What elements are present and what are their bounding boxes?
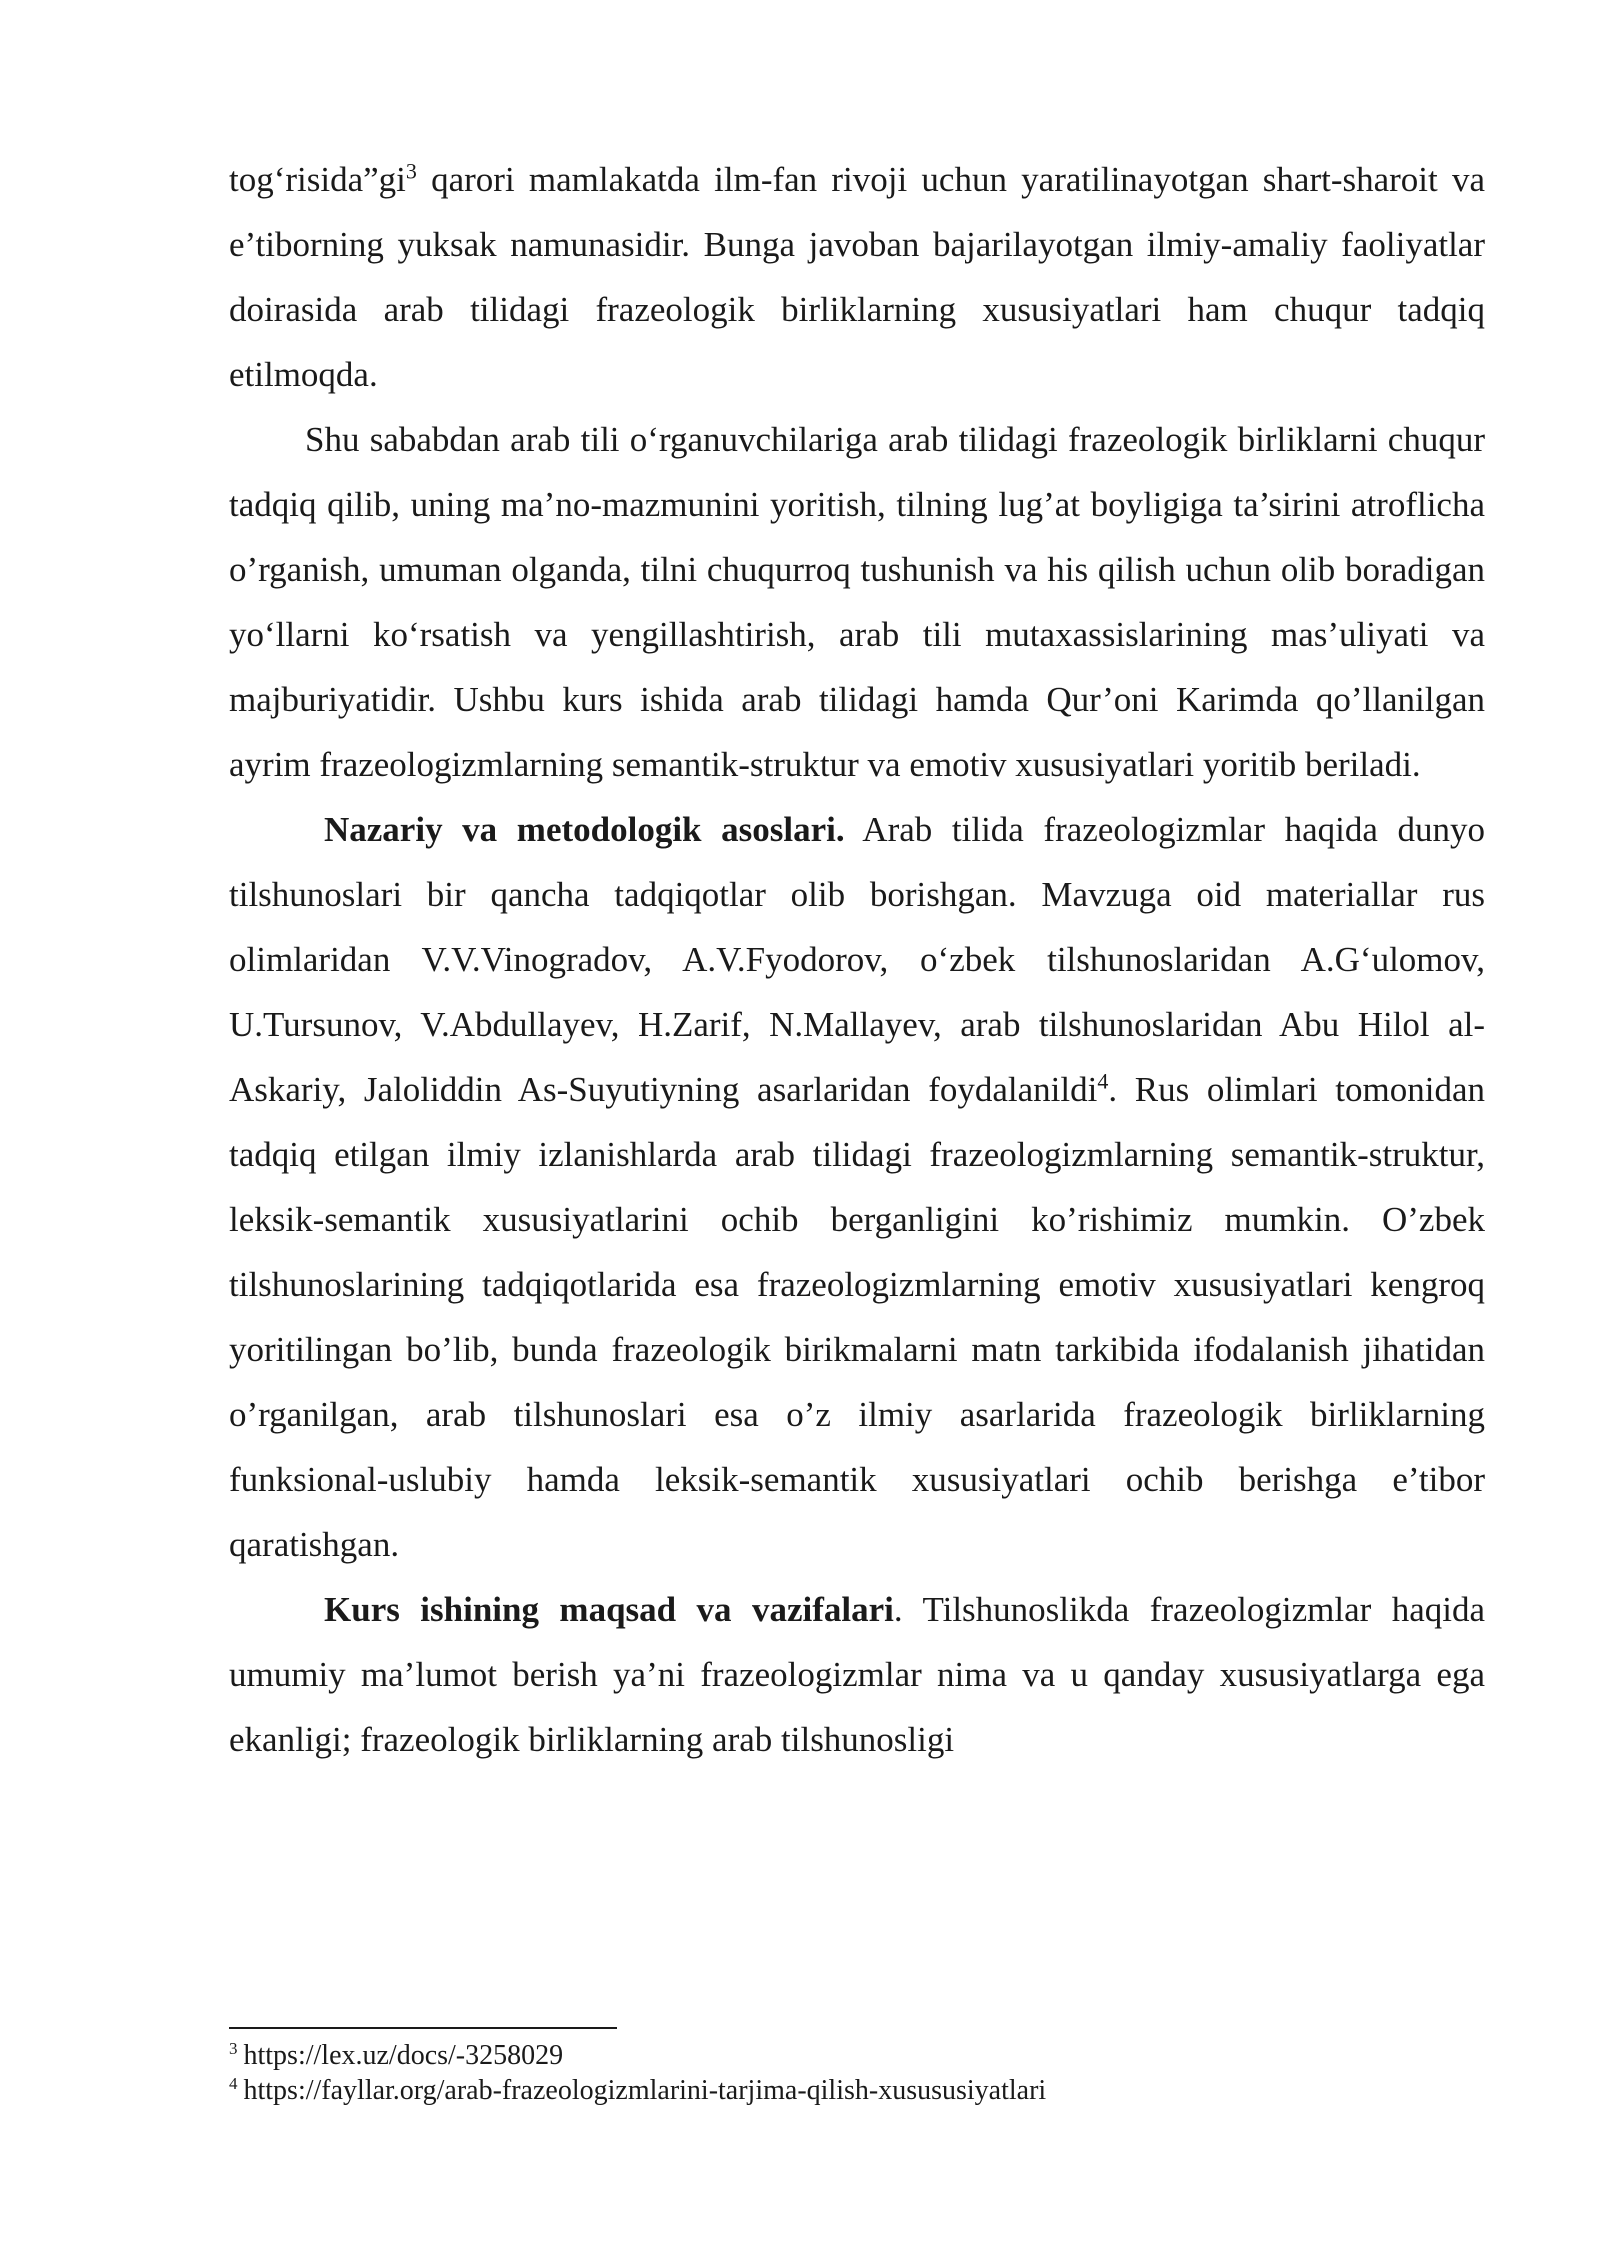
paragraph-4-text: . Tilshunoslikda frazeologizmlar haqida umumiy ma’lumot berish ya’ni frazeologizmlar nima va u qanday xususiyatlarga ega ekanligi; frazeologik birliklarning arab tilshunosligi — [229, 1590, 1485, 1759]
paragraph-2-text: Shu sababdan arab tili o‘rganuvchilariga arab tilidagi frazeologik birliklarni chuqur tadqiq qilib, uning ma’no-mazmunini yoritish, tilning lug’at boyligiga ta’sirini atroflicha o’rganish, umuman olganda, tilni chuqurroq tushunish va his qilish uchun olib boradigan yo‘llarni ko‘rsatish va yengillashtirish, arab tili mutaxassislarining mas’uliyati va majburiyatidir. Ushbu kurs ishida arab tilidagi hamda Qur’oni Karimda qo’llanilgan ayrim frazeologizmlarning semantik-struktur va emotiv xususiyatlari yoritib beriladi. — [229, 420, 1485, 784]
paragraph-2 — [229, 407, 1485, 797]
footnote-4-mark: 4 — [229, 2073, 238, 2093]
footnote-3-link[interactable]: https://lex.uz/docs/-3258029 — [243, 2040, 564, 2071]
paragraph-1 — [229, 147, 1485, 407]
section-heading-theory: Nazariy va metodologik asoslari. — [324, 810, 845, 849]
footnote-ref-4[interactable]: 4 — [1097, 1068, 1109, 1094]
paragraph-3-text-rest: . Rus olimlari tomonidan tadqiq etilgan ilmiy izlanishlarda arab tilidagi frazeologizmlarning semantik-struktur, leksik-semantik xususiyatlarini ochib berganligini ko’rishimiz mumkin. O’zbek tilshunoslarining tadqiqotlarida esa frazeologizmlarning emotiv xususiyatlari kengroq yoritilingan bo’lib, bunda frazeologik birikmalarni matn tarkibida ifodalanish jihatidan o’rganilgan, arab tilshunoslari esa o’z ilmiy asarlarida frazeologik birliklarning funksional-uslubiy hamda leksik-semantik xususiyatlari ochib berishga e’tibor qaratishgan. — [229, 1070, 1485, 1564]
footnote-3 — [229, 2038, 1485, 2073]
paragraph-1-text-rest: qarori mamlakatda ilm-fan rivoji uchun yaratilinayotgan shart-sharoit va e’tiborning yuksak namunasidir. Bunga javoban bajarilayotgan ilmiy-amaliy faoliyatlar doirasida arab tilidagi frazeologik birliklarning xususiyatlari ham chuqur tadqiq etilmoqda. — [229, 160, 1485, 394]
page-body — [229, 147, 1485, 1772]
footnotes — [229, 2038, 1485, 2108]
section-heading-goals: Kurs ishining maqsad va vazifalari — [324, 1590, 894, 1629]
footnote-4-link[interactable]: https://fayllar.org/arab-frazeologizmlarini-tarjima-qilish-xusususiyatlari — [243, 2075, 1047, 2106]
paragraph-3 — [229, 797, 1485, 1577]
paragraph-4 — [229, 1577, 1485, 1772]
paragraph-3-text-start: Arab tilida frazeologizmlar haqida dunyo tilshunoslari bir qancha tadqiqotlar olib borishgan. Mavzuga oid materiallar rus olimlaridan V.V.Vinogradov, A.V.Fyodorov, o‘zbek tilshunoslaridan A.G‘ulomov, U.Tursunov, V.Abdullayev, H.Zarif, N.Mallayev, arab tilshunoslaridan Abu Hilol al-Askariy, Jaloliddin As-Suyutiyning asarlaridan foydalanildi — [229, 810, 1485, 1109]
footnote-divider — [229, 2027, 617, 2029]
paragraph-1-text-start: tog‘risida”gi — [229, 160, 406, 199]
footnote-4 — [229, 2073, 1485, 2108]
footnote-ref-3[interactable]: 3 — [405, 158, 417, 184]
footnote-3-mark: 3 — [229, 2038, 238, 2058]
